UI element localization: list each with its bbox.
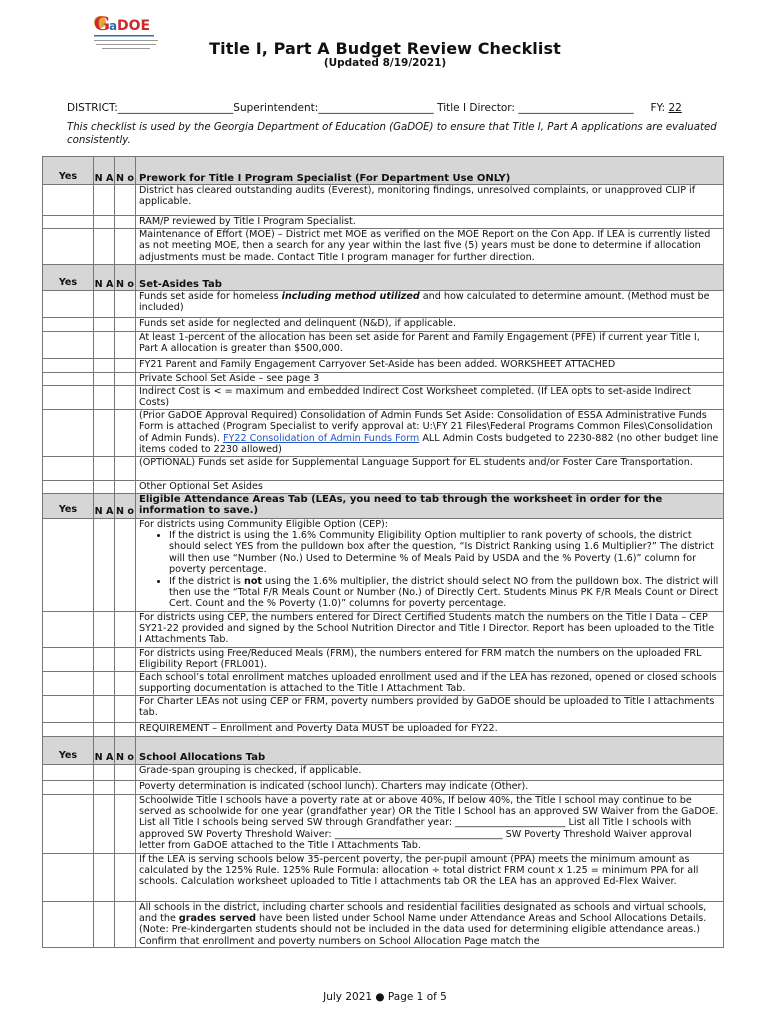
no-cell[interactable] — [115, 386, 136, 410]
col-no: N o — [115, 157, 136, 185]
na-cell[interactable] — [94, 853, 115, 901]
section-heading: School Allocations Tab — [136, 736, 724, 764]
no-cell[interactable] — [115, 229, 136, 265]
na-cell[interactable] — [94, 901, 115, 948]
list-item: • If the district is not using the 1.6% multiplier, the district should select NO from the pulldown box. The district will then use the “Total F/R Meals Count or Number (No.) of Directly Cert. Students Minus PK F/R Meals Count or Direct Cert. Count and the % Poverty (1.0)” columns for poverty percentage. — [169, 576, 720, 610]
table-row — [43, 480, 724, 493]
no-cell[interactable] — [115, 647, 136, 671]
checklist-item: FY21 Parent and Family Engagement Carryover Set-Aside has been added. WORKSHEET ATTACHED — [136, 359, 724, 373]
checklist-item: For districts using Free/Reduced Meals (FRM), the numbers entered for FRM match the numbers on the uploaded FRL Eligibility Report (FRL001). — [136, 647, 724, 671]
section-heading: Eligible Attendance Areas Tab (LEAs, you need to tab through the worksheet in order for the information to save.) — [136, 493, 724, 518]
checklist-item: Private School Set Aside – see page 3 — [136, 373, 724, 386]
table-row — [43, 229, 724, 265]
table-row — [43, 216, 724, 229]
director-field[interactable]: ______________________ — [518, 102, 634, 114]
na-cell[interactable] — [94, 291, 115, 318]
na-cell[interactable] — [94, 359, 115, 373]
yes-cell[interactable] — [43, 373, 94, 386]
table-row — [43, 780, 724, 794]
svg-text:DOE: DOE — [117, 18, 151, 34]
no-cell[interactable] — [115, 373, 136, 386]
checklist-item: For Charter LEAs not using CEP or FRM, poverty numbers provided by GaDOE should be uploaded to Title I attachments tab. — [136, 695, 724, 722]
na-cell[interactable] — [94, 780, 115, 794]
checklist-item: Poverty determination is indicated (school lunch). Charters may indicate (Other). — [136, 780, 724, 794]
na-cell[interactable] — [94, 647, 115, 671]
na-cell[interactable] — [94, 332, 115, 359]
na-cell[interactable] — [94, 373, 115, 386]
table-row — [43, 764, 724, 780]
checklist-item: REQUIREMENT – Enrollment and Poverty Data MUST be uploaded for FY22. — [136, 722, 724, 736]
yes-cell[interactable] — [43, 901, 94, 948]
col-na: N A — [94, 157, 115, 185]
checklist-item: All schools in the district, including charter schools and residential facilities designated as schools and virtual schools, and the grades served have been listed under School Name under Attendance Areas and School Allocations Details. (Note: Pre-kindergarten students should not be included in the data used for determining eligible attendance areas.) Confirm that enrollment and poverty numbers on School Allocation Page match the — [136, 901, 724, 948]
col-na: N A — [94, 265, 115, 291]
na-cell[interactable] — [94, 229, 115, 265]
no-cell[interactable] — [115, 410, 136, 457]
na-cell[interactable] — [94, 456, 115, 480]
no-cell[interactable] — [115, 291, 136, 318]
fy-value[interactable]: 22 — [668, 102, 682, 114]
na-cell[interactable] — [94, 722, 115, 736]
yes-cell[interactable] — [43, 518, 94, 611]
no-cell[interactable] — [115, 722, 136, 736]
table-row — [43, 611, 724, 647]
checklist-item: District has cleared outstanding audits (Everest), monitoring findings, unresolved complaints, or unapproved CLIP if applicable. — [136, 185, 724, 216]
col-no: N o — [115, 493, 136, 518]
list-item: • If the district is using the 1.6% Community Eligibility Option multiplier to rank poverty of schools, the district should select YES from the pulldown box after the question, “Is District Ranking using 1.6 Multiplier?” The district will then use “Number (No.) Used to Determine % of Meals Paid by USDA and the % Poverty (1.6)” column for poverty percentage. — [169, 530, 720, 576]
table-row — [43, 185, 724, 216]
na-cell[interactable] — [94, 386, 115, 410]
cep-intro: For districts using Community Eligible Option (CEP): — [139, 518, 388, 530]
na-cell[interactable] — [94, 318, 115, 332]
no-cell[interactable] — [115, 480, 136, 493]
checklist-item: Maintenance of Effort (MOE) – District met MOE as verified on the MOE Report on the Con App. If LEA is currently listed as not meeting MOE, then a search for any year within the last five (5) years must be done to determine if allocation adjustments must be made. Contact Title I program manager for further direction. — [136, 229, 724, 265]
table-row — [43, 853, 724, 901]
district-field[interactable]: ______________________ — [117, 102, 234, 114]
no-cell[interactable] — [115, 611, 136, 647]
checklist-item: At least 1-percent of the allocation has been set aside for Parent and Family Engagement (PFE) if current year Title I, Part A allocation is greater than $500,000. — [136, 332, 724, 359]
checklist-item — [136, 518, 724, 611]
table-row — [43, 901, 724, 948]
na-cell[interactable] — [94, 794, 115, 853]
checklist-item: Grade-span grouping is checked, if applicable. — [136, 764, 724, 780]
page-subtitle: (Updated 8/19/2021) — [323, 57, 447, 69]
yes-cell[interactable] — [43, 332, 94, 359]
yes-cell[interactable] — [43, 480, 94, 493]
col-yes: Yes — [43, 265, 94, 291]
section-header-attendance-areas — [43, 493, 724, 518]
yes-cell[interactable] — [43, 456, 94, 480]
superintendent-field[interactable]: ______________________ — [318, 102, 434, 114]
col-no: N o — [115, 265, 136, 291]
no-cell[interactable] — [115, 780, 136, 794]
page-title: Title I, Part A Budget Review Checklist — [209, 39, 561, 58]
na-cell[interactable] — [94, 410, 115, 457]
no-cell[interactable] — [115, 185, 136, 216]
checklist-item: Schoolwide Title I schools have a poverty rate at or above 40%, If below 40%, the Title I school may continue to be served as schoolwide for one year (grandfather year) OR the Title I School has an approved SW Waiver from the GaDOE. List all Title I schools being served SW through Grandfather year: _______________________ List all Title I schools with approved SW Poverty Threshold Waiver: ___________________________________ SW Poverty Threshold Waiver approval letter from GaDOE attached to the Title I Attachments Tab. — [136, 794, 724, 853]
checklist-table — [42, 156, 724, 948]
yes-cell[interactable] — [43, 794, 94, 853]
table-row — [43, 410, 724, 457]
no-cell[interactable] — [115, 456, 136, 480]
col-na: N A — [94, 736, 115, 764]
yes-cell[interactable] — [43, 229, 94, 265]
no-cell[interactable] — [115, 695, 136, 722]
yes-cell[interactable] — [43, 853, 94, 901]
na-cell[interactable] — [94, 518, 115, 611]
table-row — [43, 722, 724, 736]
na-cell[interactable] — [94, 695, 115, 722]
section-heading: Set-Asides Tab — [136, 265, 724, 291]
no-cell[interactable] — [115, 332, 136, 359]
na-cell[interactable] — [94, 764, 115, 780]
yes-cell[interactable] — [43, 671, 94, 695]
no-cell[interactable] — [115, 359, 136, 373]
yes-cell[interactable] — [43, 764, 94, 780]
col-yes: Yes — [43, 157, 94, 185]
no-cell[interactable] — [115, 671, 136, 695]
yes-cell[interactable] — [43, 291, 94, 318]
header-fields — [67, 102, 682, 114]
table-row — [43, 386, 724, 410]
checklist-item: Funds set aside for homeless including method utilized and how calculated to determine amount. (Method must be included) — [136, 291, 724, 318]
checklist-item: Funds set aside for neglected and delinquent (N&D), if applicable. — [136, 318, 724, 332]
yes-cell[interactable] — [43, 185, 94, 216]
no-cell[interactable] — [115, 853, 136, 901]
checklist-item: Other Optional Set Asides — [136, 480, 724, 493]
district-label: DISTRICT: — [67, 102, 118, 114]
col-yes: Yes — [43, 493, 94, 518]
yes-cell[interactable] — [43, 216, 94, 229]
checklist-item: Indirect Cost is < = maximum and embedded Indirect Cost Worksheet completed. (If LEA opts to set-aside Indirect Costs) — [136, 386, 724, 410]
svg-text:a: a — [109, 19, 118, 33]
checklist-item: Each school’s total enrollment matches uploaded enrollment used and if the LEA has rezoned, opened or closed schools supporting documentation is attached to the Title I Attachment Tab. — [136, 671, 724, 695]
table-row — [43, 794, 724, 853]
superintendent-label: Superintendent: — [233, 102, 319, 114]
table-row — [43, 291, 724, 318]
section-heading: Prework for Title I Program Specialist (For Department Use ONLY) — [136, 157, 724, 185]
yes-cell[interactable] — [43, 722, 94, 736]
table-row — [43, 373, 724, 386]
col-yes: Yes — [43, 736, 94, 764]
checklist-item: (OPTIONAL) Funds set aside for Supplemental Language Support for EL students and/or Foster Care Transportation. — [136, 456, 724, 480]
na-cell[interactable] — [94, 611, 115, 647]
checklist-item: If the LEA is serving schools below 35-percent poverty, the per-pupil amount (PPA) meets the minimum amount as calculated by the 125% Rule. 125% Rule Formula: allocation ÷ total district FRM count x 1.25 = minimum PPA for all schools. Calculation worksheet uploaded to Title I attachments tab OR the LEA has an approved Ed-Flex Waiver. — [136, 853, 724, 901]
na-cell[interactable] — [94, 480, 115, 493]
no-cell[interactable] — [115, 518, 136, 611]
section-header-school-allocations — [43, 736, 724, 764]
table-row — [43, 518, 724, 611]
table-row — [43, 318, 724, 332]
checklist-item: (Prior GaDOE Approval Required) Consolidation of Admin Funds Set Aside: Consolidation of ESSA Administrative Funds Form is attached (Program Specialist to verify approval at: U:\FY 21 Files\Federal Programs Common Files\Consolidation of Admin Funds). FY22 Consolidation of Admin Funds Form ALL Admin Costs budgeted to 2230-882 (no other budget line items coded to 2230 allowed) — [136, 410, 724, 457]
col-no: N o — [115, 736, 136, 764]
yes-cell[interactable] — [43, 780, 94, 794]
yes-cell[interactable] — [43, 410, 94, 457]
no-cell[interactable] — [115, 318, 136, 332]
checklist-item: For districts using CEP, the numbers entered for Direct Certified Students match the numbers on the Title I Data – CEP SY21-22 provided and signed by the School Nutrition Director and Title I Director. Report has been uploaded to the Title I Attachments Tab. — [136, 611, 724, 647]
table-row — [43, 359, 724, 373]
yes-cell[interactable] — [43, 386, 94, 410]
na-cell[interactable] — [94, 185, 115, 216]
table-row — [43, 647, 724, 671]
admin-funds-form-link[interactable]: FY22 Consolidation of Admin Funds Form — [223, 432, 420, 444]
fy-label: FY: — [650, 102, 666, 114]
yes-cell[interactable] — [43, 611, 94, 647]
na-cell[interactable] — [94, 216, 115, 229]
yes-cell[interactable] — [43, 695, 94, 722]
no-cell[interactable] — [115, 901, 136, 948]
col-na: N A — [94, 493, 115, 518]
yes-cell[interactable] — [43, 647, 94, 671]
yes-cell[interactable] — [43, 359, 94, 373]
cep-bullets — [139, 530, 720, 610]
table-row — [43, 456, 724, 480]
page-footer: July 2021 ● Page 1 of 5 — [323, 991, 447, 1003]
table-row — [43, 332, 724, 359]
no-cell[interactable] — [115, 764, 136, 780]
table-row — [43, 695, 724, 722]
yes-cell[interactable] — [43, 318, 94, 332]
checklist-item: RAM/P reviewed by Title I Program Specialist. — [136, 216, 724, 229]
director-label: Title I Director: — [437, 102, 515, 114]
no-cell[interactable] — [115, 794, 136, 853]
na-cell[interactable] — [94, 671, 115, 695]
svg-text:G: G — [94, 13, 111, 35]
table-row — [43, 671, 724, 695]
intro-text: This checklist is used by the Georgia Department of Education (GaDOE) to ensure that Title I, Part A applications are evaluated consistently. — [67, 122, 717, 146]
section-header-prework — [43, 157, 724, 185]
section-header-set-asides — [43, 265, 724, 291]
no-cell[interactable] — [115, 216, 136, 229]
